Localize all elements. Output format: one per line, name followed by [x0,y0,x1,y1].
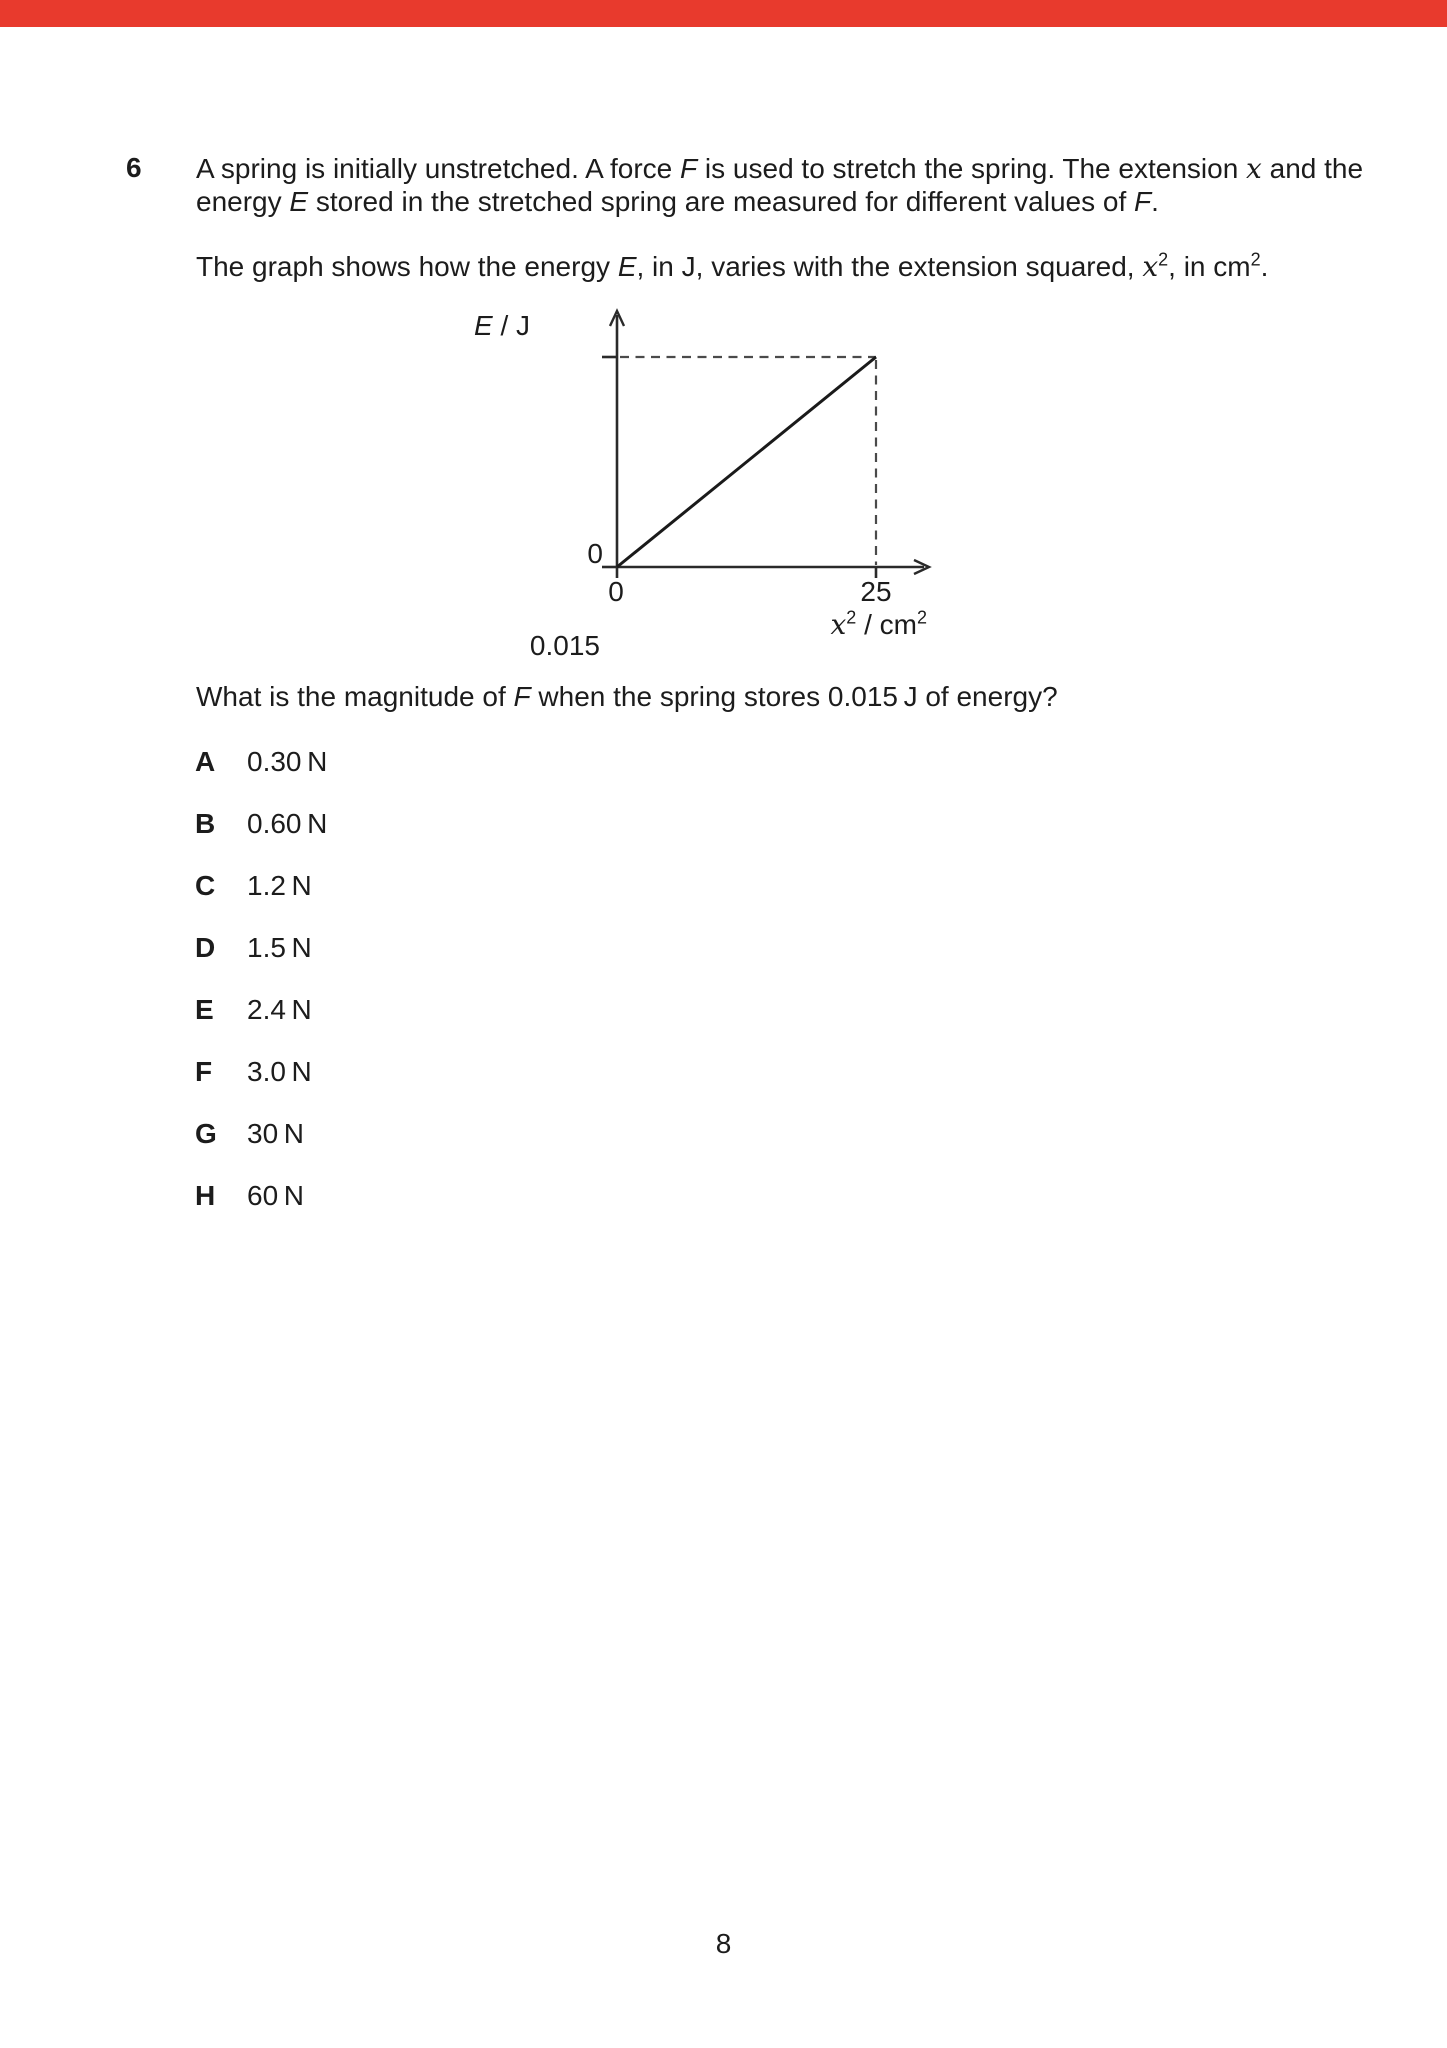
option-value: 3.0 N [247,1056,312,1087]
option-value: 0.30 N [247,746,328,777]
option-letter: C [195,870,216,901]
option-letter: A [195,746,216,777]
question-number: 6 [126,152,142,183]
option-letter: D [195,932,216,963]
option-value: 1.5 N [247,932,312,963]
option-letter: E [195,994,214,1025]
option-row-b [195,809,327,871]
option-row-g [195,1119,327,1181]
y-tick-label-0015: 0.015 [529,630,600,661]
option-value: 30 N [247,1118,304,1149]
option-letter: H [195,1180,216,1211]
option-row-c [195,871,327,933]
question-prompt: What is the magnitude of F when the spring stores 0.015 J of energy? [196,681,1058,712]
x-axis-label: $x^2 / cm^2$ [830,607,927,641]
option-letter: B [195,808,216,839]
intro-line-2: energy E stored in the stretched spring are measured for different values of F. [196,186,1159,217]
option-row-a [195,747,327,809]
option-row-h [195,1181,327,1243]
option-value: 2.4 N [247,994,312,1025]
intro-line-1: A spring is initially unstretched. A force F is used to stretch the spring. The extension x and the [196,152,1364,185]
top-red-bar [0,0,1447,27]
x-tick-label-0: 0 [608,576,624,607]
option-value: 1.2 N [247,870,312,901]
option-letter: G [195,1118,217,1149]
options-list [195,747,327,1243]
y-tick-label-0: 0 [587,538,603,569]
option-row-f [195,1057,327,1119]
x-tick-label-25: 25 [860,576,892,607]
data-line [617,357,876,567]
option-value: 0.60 N [247,808,328,839]
y-axis-label: E / J [474,310,531,341]
question-intro [196,152,1363,218]
graph-intro-text: The graph shows how the energy E, in J, varies with the extension squared, $x^2$, in $cm^2$. [196,249,1269,283]
page-number: 8 [715,1928,732,1959]
option-letter: F [195,1056,213,1087]
energy-extension-graph [430,290,970,660]
option-row-e [195,995,327,1057]
option-row-d [195,933,327,995]
option-value: 60 N [247,1180,304,1211]
